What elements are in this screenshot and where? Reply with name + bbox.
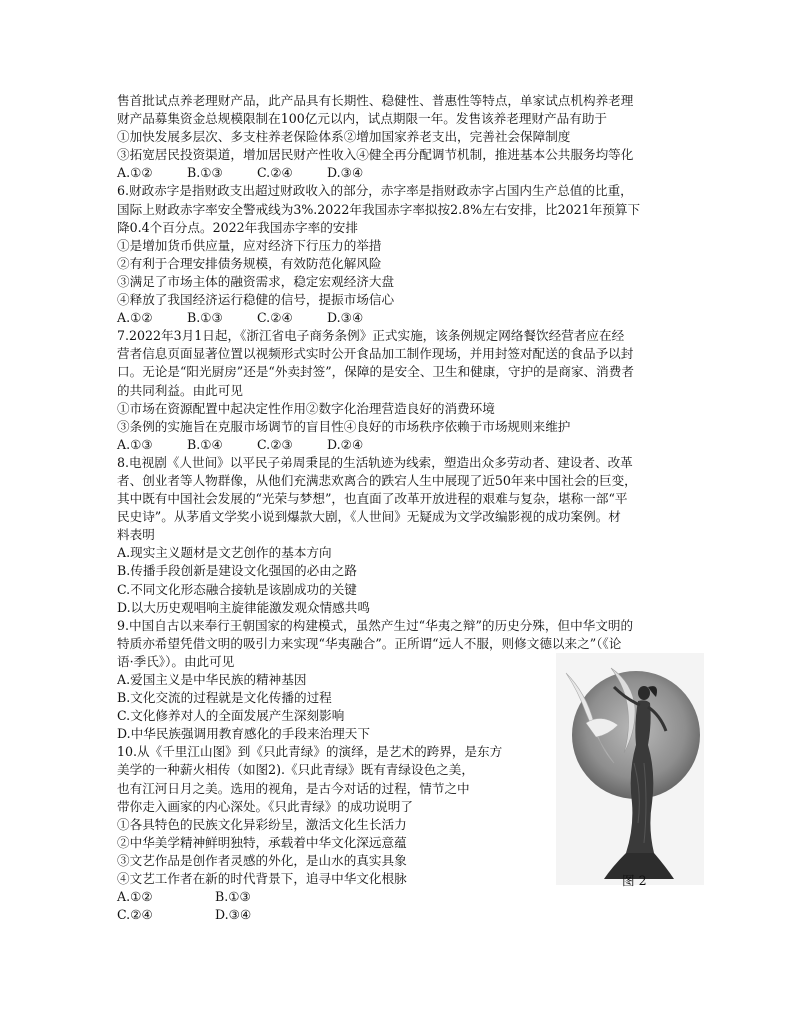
option-b: B.①③	[215, 889, 251, 905]
q8-option: A.现实主义题材是文艺创作的基本方向	[117, 545, 332, 561]
q8-option: B.传播手段创新是建设文化强国的必由之路	[117, 563, 357, 579]
dancer-head	[638, 686, 650, 700]
q6-statement: ④释放了我国经济运行稳健的信号，提振市场信心	[117, 292, 395, 308]
q9-option: A.爱国主义是中华民族的精神基因	[117, 672, 307, 687]
q10-text-line: 美学的一种薪火相传（如图2).《只此青绿》既有青绿设色之美，	[117, 762, 474, 778]
option-d: D.③④	[215, 907, 252, 923]
q5-options	[117, 164, 687, 182]
q8-text-line: 者、创业者等人物群像，从他们充满悲欢离合的跌宕人生中展现了近50年来中国社会的巨变，	[117, 472, 637, 488]
option-c: C.②③	[257, 436, 293, 452]
q10-text-line: 也有江河日月之美。选用的视角，是古今对话的过程，情节之中	[117, 780, 470, 796]
option-a: A.①②	[117, 889, 153, 905]
q6-text-line: 国际上财政赤字率安全警戒线为3%.2022年我国赤字率拟按2.8%左右安排，比2021年预算下	[117, 201, 641, 217]
q9-text-line: 9.中国自古以来奉行王朝国家的构建模式，虽然产生过“华夷之辩”的历史分殊，但中华文明的	[117, 617, 634, 633]
q5-statement: ①加快发展多层次、多支柱养老保险体系②增加国家养老支出，完善社会保障制度	[117, 129, 571, 145]
q10-options-row	[117, 906, 687, 924]
q5-statement: ③拓宽居民投资渠道，增加居民财产性收入④健全再分配调节机制，推进基本公共服务均等化	[117, 147, 634, 163]
q6-text-line: 6.财政赤字是指财政支出超过财政收入的部分，赤字率是指财政赤字占国内生产总值的比重，	[117, 183, 633, 199]
q7-text-line: 的共同利益。由此可见	[117, 382, 243, 398]
q10-statement: ②中华美学精神鲜明独特，承载着中华文化深远意蕴	[117, 834, 407, 850]
option-d: D.③④	[327, 165, 364, 181]
figure-caption: 图 2	[622, 873, 647, 888]
q8-text-line: 其中既有中国社会发展的“光荣与梦想”，也直面了改革开放进程的艰难与复杂，堪称一部“平	[117, 491, 628, 507]
q10-text-line: 10.从《千里江山图》到《只此青绿》的演绎，是艺术的跨界，是东方	[117, 744, 503, 760]
option-a: A.①②	[117, 165, 153, 181]
q7-options	[117, 436, 687, 454]
q9-option: D.中华民族强调用教育感化的手段来治理天下	[117, 726, 370, 742]
q10-statement: ③文艺作品是创作者灵感的外化，是山水的真实具象	[117, 852, 407, 868]
option-d: D.③④	[327, 310, 364, 326]
q8-option: C.不同文化形态融合接轨是该剧成功的关键	[117, 581, 357, 597]
q8-text-line: 8.电视剧《人世间》以平民子弟周秉昆的生活轨迹为线索，塑造出众多劳动者、建设者、改革	[117, 454, 633, 470]
q5-text-line: 财产品募集资金总规模限制在100亿元以内，试点期限一年。发售该养老理财产品有助于	[117, 111, 608, 127]
q7-text-line: 口。无论是“阳光厨房”还是“外卖封签”，保障的是安全、卫生和健康，守护的是商家、消费者	[117, 364, 634, 380]
q9-option: C.文化修养对人的全面发展产生深刻影响	[117, 708, 345, 724]
option-c: C.②④	[257, 165, 293, 181]
q6-statement: ①是增加货币供应量，应对经济下行压力的举措	[117, 237, 382, 253]
dancer-illustration	[556, 653, 704, 885]
option-b: B.①④	[187, 436, 223, 452]
q7-text-line: 7.2022年3月1日起，《浙江省电子商务条例》正式实施，该条例规定网络餐饮经营者应在经	[117, 328, 625, 344]
option-a: A.①②	[117, 310, 153, 326]
option-c: C.②④	[117, 907, 153, 923]
option-b: B.①③	[187, 165, 223, 181]
q9-option: B.文化交流的过程就是文化传播的过程	[117, 690, 332, 706]
q6-statement: ②有利于合理安排债务规模，有效防范化解风险	[117, 255, 382, 271]
q7-text-line: 营者信息页面显著位置以视频形式实时公开食品加工制作现场，并用封签对配送的食品予以封	[117, 346, 634, 362]
q8-text-line: 料表明	[117, 527, 155, 543]
q9-text-line: 语·季氏》）。由此可见	[117, 653, 235, 669]
q6-statement: ③满足了市场主体的融资需求，稳定宏观经济大盘	[117, 273, 395, 289]
q7-statement: ①市场在资源配置中起决定性作用②数字化治理营造良好的消费环境	[117, 400, 495, 416]
dancer-figure-image	[556, 653, 704, 885]
q10-options-row	[117, 888, 687, 906]
q10-statement: ④文艺工作者在新的时代背景下，追寻中华文化根脉	[117, 871, 407, 887]
q8-text-line: 民史诗”。从茅盾文学奖小说到爆款大剧，《人世间》无疑成为文学改编影视的成功案例。材	[117, 509, 621, 525]
q6-text-line: 降0.4个百分点。2022年我国赤字率的安排	[117, 219, 358, 235]
q10-text-line: 带你走入画家的内心深处。《只此青绿》的成功说明了	[117, 798, 413, 814]
q7-statement: ③条例的实施旨在克服市场调节的盲目性④良好的市场秩序依赖于市场规则来维护	[117, 418, 571, 434]
q9-text-line: 特质亦希望凭借文明的吸引力来实现“华夷融合”。正所谓“远人不服，则修文德以来之”（《论	[117, 635, 622, 651]
option-b: B.①③	[187, 310, 223, 326]
option-a: A.①③	[117, 436, 153, 452]
q8-option: D.以大历史观唱响主旋律能激发观众情感共鸣	[117, 599, 370, 615]
q10-statement: ①各具特色的民族文化异彩纷呈，激活文化生长活力	[117, 816, 407, 832]
option-d: D.②④	[327, 436, 364, 452]
option-c: C.②④	[257, 310, 293, 326]
q5-text-line: 售首批试点养老理财产品，此产品具有长期性、稳健性、普惠性等特点，单家试点机构养老理	[117, 93, 634, 108]
q6-options	[117, 309, 687, 327]
